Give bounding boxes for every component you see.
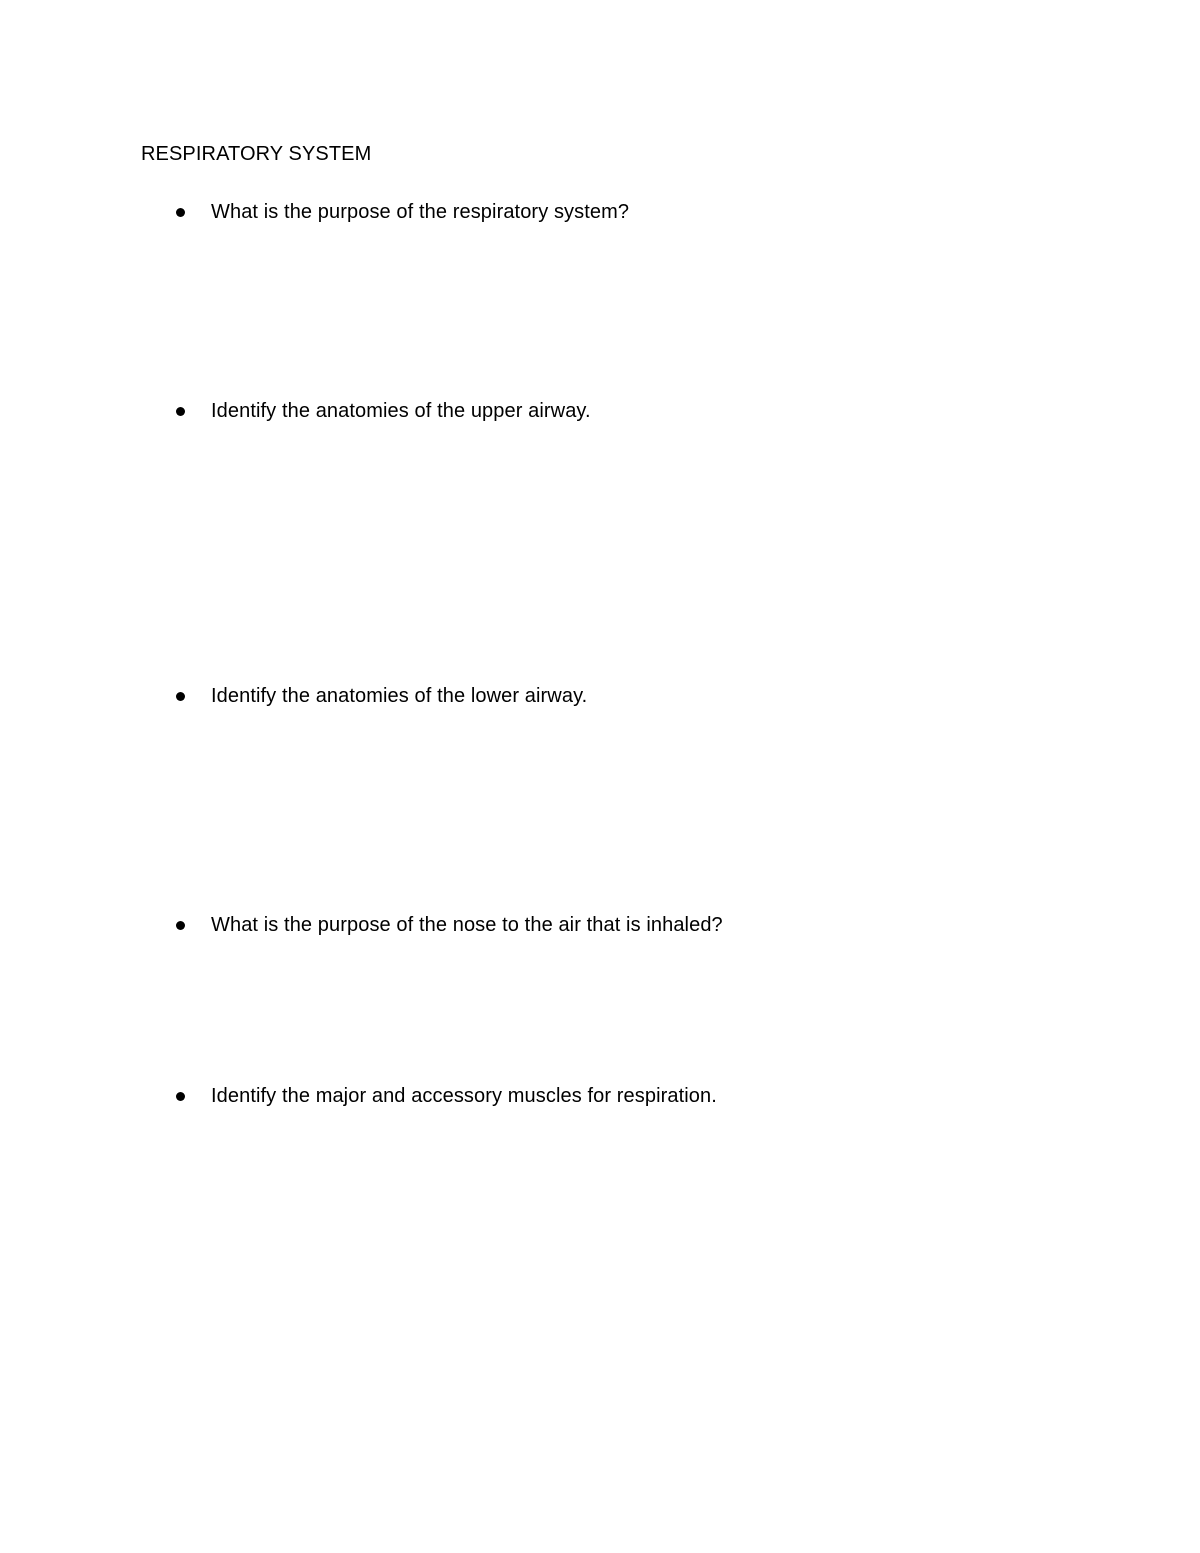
question-item	[176, 398, 591, 424]
question-text: Identify the major and accessory muscles for respiration.	[211, 1085, 717, 1107]
question-item	[176, 199, 629, 225]
question-text: What is the purpose of the respiratory system?	[211, 201, 630, 223]
question-text: What is the purpose of the nose to the air that is inhaled?	[211, 914, 723, 936]
question-text: Identify the anatomies of the lower airway.	[211, 685, 588, 707]
bullet-icon	[176, 208, 185, 217]
question-item	[176, 683, 587, 709]
bullet-icon	[176, 692, 185, 701]
bullet-icon	[176, 407, 185, 416]
question-item	[176, 912, 723, 938]
bullet-icon	[176, 921, 185, 930]
question-item	[176, 1083, 717, 1109]
bullet-icon	[176, 1092, 185, 1101]
question-text: Identify the anatomies of the upper airway.	[211, 400, 591, 422]
page-title: RESPIRATORY SYSTEM	[141, 143, 372, 165]
